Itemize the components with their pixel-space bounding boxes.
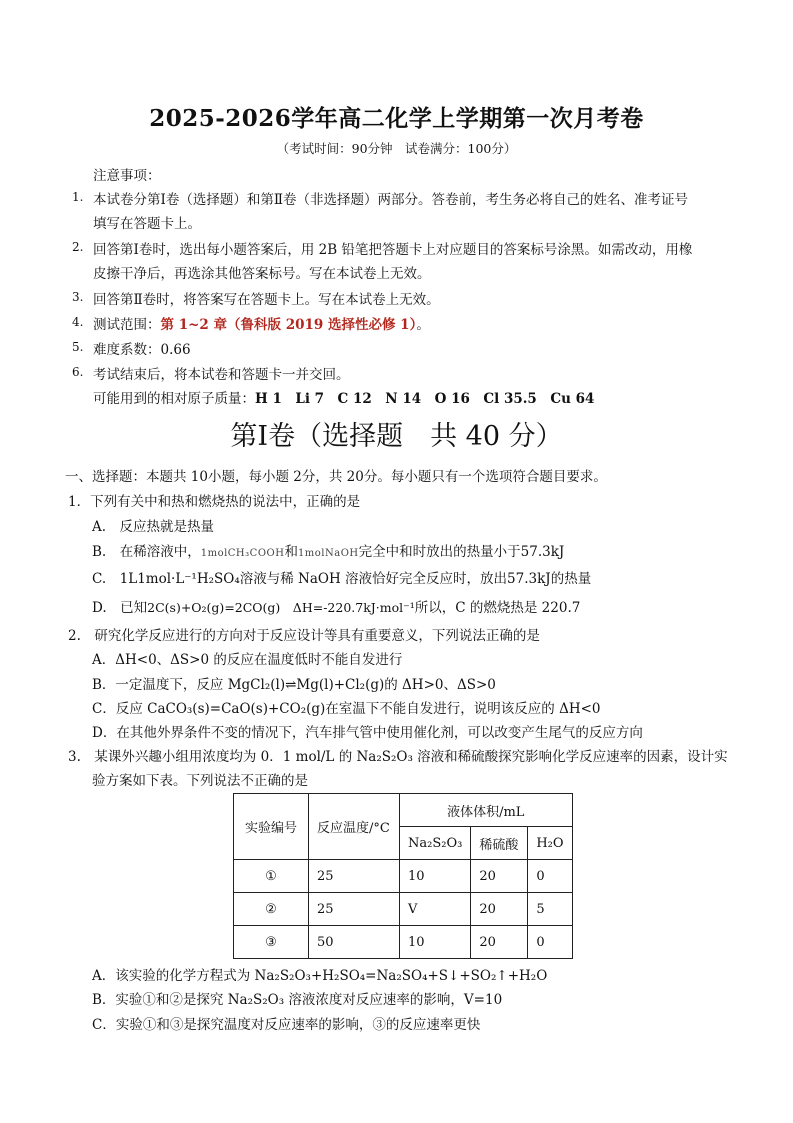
cell-temp: 25 [309,893,400,926]
q1-b-mid: 和 [284,544,298,560]
notice-text: 填写在答题卡上。 [93,216,201,232]
cell-na2s2o3: V [400,893,471,926]
th-water: H₂O [528,827,572,860]
th-na2s2o3: Na₂S₂O₃ [400,827,471,860]
atomic-mass-line [93,387,594,407]
q1-c-mid: 溶液与稀 NaOH 溶液恰好完全反应时，放出 [239,571,508,587]
cell-id: ③ [234,926,309,959]
q3-stem-cont: 验方案如下表。下列说法不正确的是 [92,773,308,789]
notice-number: 6. [72,365,84,379]
q2-option-b: B．一定温度下，反应 MgCl₂(l)⇌Mg(l)+Cl₂(g)的 ΔH>0、ΔS>0 [92,677,496,693]
q1-b-formula2: 1molNaOH [297,548,359,559]
q1-option-d [92,596,580,616]
q1-c-value: 57.3kJ [507,571,551,587]
q1-option-a: A. 反应热就是热量 [92,519,215,535]
table-row [234,860,573,893]
experiment-table [233,793,573,959]
exam-subtitle: （考试时间：90分钟 试卷满分：100分） [276,141,517,156]
q1-b-post: 完全中和时放出的热量小于57.3kJ [358,544,565,560]
q2-option-d: D．在其他外界条件不变的情况下，汽车排气管中使用催化剂，可以改变产生尾气的反应方向 [92,725,643,741]
cell-acid: 20 [471,893,528,926]
notice-number: 5. [72,340,84,354]
q1-stem: 1．下列有关中和热和燃烧热的说法中，正确的是 [68,494,361,510]
cell-na2s2o3: 10 [400,860,471,893]
table-row [234,893,573,926]
notice-number: 4. [72,315,84,329]
cell-temp: 50 [309,926,400,959]
th-reaction-temp: 反应温度/°C [309,794,400,860]
cell-acid: 20 [471,926,528,959]
notice-text: 本试卷分第Ⅰ卷（选择题）和第Ⅱ卷（非选择题）两部分。答卷前，考生务必将自己的姓名、准考证号 [93,192,689,208]
q1-c-formula: 1L1mol·L⁻¹H₂SO₄ [119,571,240,587]
q2-option-a: A．ΔH<0、ΔS>0 的反应在温度低时不能自发进行 [92,652,403,668]
section-title: 第Ⅰ卷（选择题 共 40 分） [230,421,563,452]
q1-d-formula: 2C(s)+O₂(g)=2CO(g) ΔH=-220.7kJ·mol⁻¹ [147,600,415,615]
atomic-mass-values: H 1 Li 7 C 12 N 14 O 16 Cl 35.5 Cu 64 [255,391,595,407]
q1-b-formula1: 1molCH₃COOH [200,548,285,559]
atomic-mass-label: 可能用到的相对原子质量： [93,391,255,407]
notice-text: 皮擦干净后，再选涂其他答案标号。写在本试卷上无效。 [93,266,431,282]
q2-option-c: C．反应 CaCO₃(s)=CaO(s)+CO₂(g)在室温下不能自发进行，说明该反应的 ΔH<0 [92,701,601,717]
q3-stem: 3. 某课外兴趣小组用浓度均为 0．1 mol/L 的 Na₂S₂O₃ 溶液和稀硫酸探究影响化学反应速率的因素，设计实 [68,749,728,765]
notice-heading: 注意事项： [93,168,161,184]
notice-text-scope [93,313,430,333]
cell-id: ② [234,893,309,926]
q1-c-pre: C. [92,571,120,587]
scope-label: 测试范围： [93,317,161,333]
cell-water: 5 [528,893,572,926]
q3-option-a: A．该实验的化学方程式为 Na₂S₂O₃+H₂SO₄=Na₂SO₄+S↓+SO₂↑+H₂O [92,968,548,984]
q1-c-post: 的热量 [550,571,592,587]
th-experiment-id: 实验编号 [234,794,309,860]
notice-text: 回答第Ⅱ卷时，将答案写在答题卡上。写在本试卷上无效。 [93,292,440,308]
notice-number: 1. [72,190,84,204]
notice-number: 3. [72,290,84,304]
th-dilute-h2so4: 稀硫酸 [471,827,528,860]
scope-end: 。 [416,317,430,333]
part-intro: 一、选择题：本题共 10小题，每小题 2分，共 20分。每小题只有一个选项符合题目要求。 [65,469,607,485]
notice-text: 考试结束后，将本试卷和答题卡一并交回。 [93,367,350,383]
notice-number: 2. [72,240,84,254]
table-row [234,926,573,959]
exam-title: 2025-2026学年高二化学上学期第一次月考卷 [149,105,644,132]
cell-na2s2o3: 10 [400,926,471,959]
q1-d-post: 所以，C 的燃烧热是 220.7 [414,600,581,616]
notice-text: 难度系数：0.66 [93,342,191,358]
notice-text: 回答第Ⅰ卷时，选出每小题答案后，用 2B 铅笔把答题卡上对应题目的答案标号涂黑。如需改动，用橡 [93,242,693,258]
q1-option-b [92,540,564,560]
cell-temp: 25 [309,860,400,893]
q1-b-pre: B. 在稀溶液中， [92,544,201,560]
q1-option-c [92,567,591,587]
cell-water: 0 [528,926,572,959]
cell-id: ① [234,860,309,893]
q1-d-pre: D. 已知 [92,600,148,616]
cell-water: 0 [528,860,572,893]
th-liquid-volume: 液体体积/mL [400,794,573,827]
scope-value: 第 1~2 章（鲁科版 2019 选择性必修 1） [160,317,417,333]
q3-option-c: C．实验①和③是探究温度对反应速率的影响，③的反应速率更快 [92,1017,481,1033]
q2-stem: 2. 研究化学反应进行的方向对于反应设计等具有重要意义，下列说法正确的是 [68,628,540,644]
q3-option-b: B．实验①和②是探究 Na₂S₂O₃ 溶液浓度对反应速率的影响，V=10 [92,992,503,1008]
cell-acid: 20 [471,860,528,893]
